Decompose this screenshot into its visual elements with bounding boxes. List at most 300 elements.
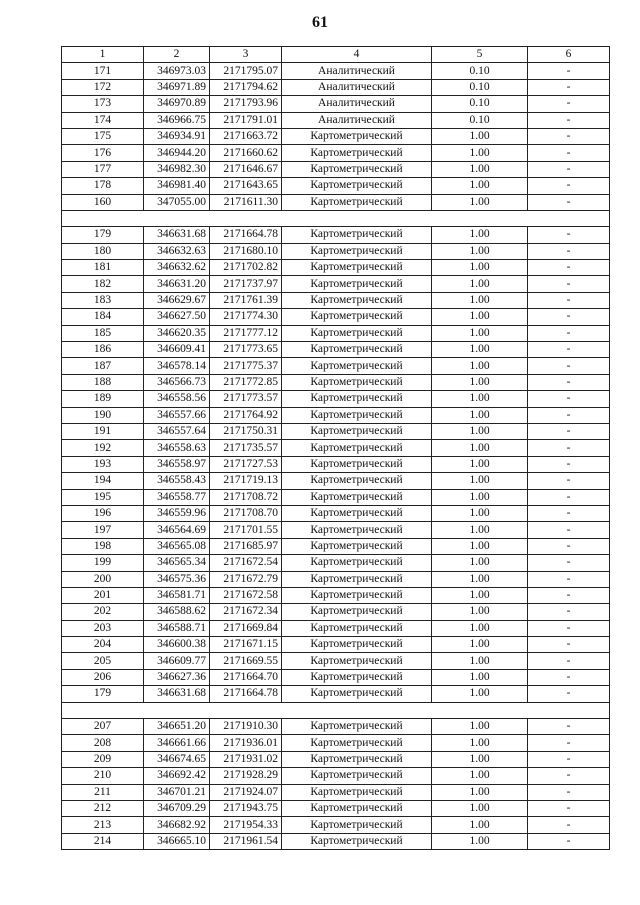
point-number-cell: 211 bbox=[62, 784, 144, 800]
method-cell: Картометрический bbox=[282, 555, 432, 571]
point-number-cell: 177 bbox=[62, 161, 144, 177]
description-cell: - bbox=[528, 489, 610, 505]
table-row bbox=[62, 96, 610, 112]
table-body bbox=[62, 63, 610, 850]
table-row bbox=[62, 309, 610, 325]
x-coordinate-cell: 346558.43 bbox=[144, 473, 210, 489]
table-row bbox=[62, 194, 610, 210]
method-cell: Картометрический bbox=[282, 243, 432, 259]
x-coordinate-cell: 346632.63 bbox=[144, 243, 210, 259]
point-number-cell: 191 bbox=[62, 423, 144, 439]
separator-row bbox=[62, 210, 610, 226]
table-row bbox=[62, 325, 610, 341]
point-number-cell: 194 bbox=[62, 473, 144, 489]
column-header-6: 6 bbox=[528, 47, 610, 63]
x-coordinate-cell: 346631.68 bbox=[144, 686, 210, 702]
method-cell: Картометрический bbox=[282, 817, 432, 833]
y-coordinate-cell: 2171961.54 bbox=[210, 833, 282, 849]
x-coordinate-cell: 346631.68 bbox=[144, 227, 210, 243]
table-row bbox=[62, 161, 610, 177]
x-coordinate-cell: 346632.62 bbox=[144, 260, 210, 276]
table-row bbox=[62, 604, 610, 620]
description-cell: - bbox=[528, 358, 610, 374]
method-cell: Картометрический bbox=[282, 768, 432, 784]
x-coordinate-cell: 346651.20 bbox=[144, 719, 210, 735]
method-cell: Картометрический bbox=[282, 800, 432, 816]
point-number-cell: 190 bbox=[62, 407, 144, 423]
y-coordinate-cell: 2171735.57 bbox=[210, 440, 282, 456]
table-row bbox=[62, 112, 610, 128]
y-coordinate-cell: 2171672.58 bbox=[210, 587, 282, 603]
y-coordinate-cell: 2171928.29 bbox=[210, 768, 282, 784]
x-coordinate-cell: 346665.10 bbox=[144, 833, 210, 849]
accuracy-cell: 1.00 bbox=[432, 686, 528, 702]
table-header-row bbox=[62, 47, 610, 63]
accuracy-cell: 1.00 bbox=[432, 784, 528, 800]
table-row bbox=[62, 128, 610, 144]
y-coordinate-cell: 2171663.72 bbox=[210, 128, 282, 144]
y-coordinate-cell: 2171793.96 bbox=[210, 96, 282, 112]
accuracy-cell: 1.00 bbox=[432, 292, 528, 308]
method-cell: Картометрический bbox=[282, 735, 432, 751]
point-number-cell: 201 bbox=[62, 587, 144, 603]
y-coordinate-cell: 2171664.78 bbox=[210, 686, 282, 702]
accuracy-cell: 1.00 bbox=[432, 620, 528, 636]
point-number-cell: 192 bbox=[62, 440, 144, 456]
table-row bbox=[62, 63, 610, 79]
accuracy-cell: 1.00 bbox=[432, 555, 528, 571]
y-coordinate-cell: 2171910.30 bbox=[210, 719, 282, 735]
table-row bbox=[62, 751, 610, 767]
description-cell: - bbox=[528, 817, 610, 833]
method-cell: Картометрический bbox=[282, 178, 432, 194]
point-number-cell: 199 bbox=[62, 555, 144, 571]
y-coordinate-cell: 2171775.37 bbox=[210, 358, 282, 374]
description-cell: - bbox=[528, 522, 610, 538]
accuracy-cell: 1.00 bbox=[432, 391, 528, 407]
method-cell: Картометрический bbox=[282, 423, 432, 439]
point-number-cell: 196 bbox=[62, 505, 144, 521]
x-coordinate-cell: 346971.89 bbox=[144, 79, 210, 95]
point-number-cell: 181 bbox=[62, 260, 144, 276]
method-cell: Картометрический bbox=[282, 751, 432, 767]
point-number-cell: 171 bbox=[62, 63, 144, 79]
table-row bbox=[62, 489, 610, 505]
method-cell: Картометрический bbox=[282, 719, 432, 735]
accuracy-cell: 1.00 bbox=[432, 374, 528, 390]
x-coordinate-cell: 346558.56 bbox=[144, 391, 210, 407]
x-coordinate-cell: 346558.97 bbox=[144, 456, 210, 472]
accuracy-cell: 1.00 bbox=[432, 309, 528, 325]
y-coordinate-cell: 2171708.72 bbox=[210, 489, 282, 505]
x-coordinate-cell: 346588.62 bbox=[144, 604, 210, 620]
method-cell: Картометрический bbox=[282, 276, 432, 292]
method-cell: Картометрический bbox=[282, 571, 432, 587]
table-row bbox=[62, 292, 610, 308]
y-coordinate-cell: 2171795.07 bbox=[210, 63, 282, 79]
description-cell: - bbox=[528, 833, 610, 849]
method-cell: Картометрический bbox=[282, 653, 432, 669]
x-coordinate-cell: 346557.64 bbox=[144, 423, 210, 439]
x-coordinate-cell: 346609.77 bbox=[144, 653, 210, 669]
method-cell: Картометрический bbox=[282, 391, 432, 407]
point-number-cell: 178 bbox=[62, 178, 144, 194]
method-cell: Картометрический bbox=[282, 194, 432, 210]
accuracy-cell: 1.00 bbox=[432, 243, 528, 259]
y-coordinate-cell: 2171702.82 bbox=[210, 260, 282, 276]
method-cell: Картометрический bbox=[282, 309, 432, 325]
table-row bbox=[62, 178, 610, 194]
accuracy-cell: 1.00 bbox=[432, 407, 528, 423]
table-row bbox=[62, 768, 610, 784]
method-cell: Картометрический bbox=[282, 473, 432, 489]
point-number-cell: 193 bbox=[62, 456, 144, 472]
x-coordinate-cell: 346682.92 bbox=[144, 817, 210, 833]
table-row bbox=[62, 587, 610, 603]
separator-cell bbox=[62, 702, 610, 718]
point-number-cell: 173 bbox=[62, 96, 144, 112]
point-number-cell: 214 bbox=[62, 833, 144, 849]
description-cell: - bbox=[528, 145, 610, 161]
description-cell: - bbox=[528, 342, 610, 358]
x-coordinate-cell: 346600.38 bbox=[144, 637, 210, 653]
table-row bbox=[62, 243, 610, 259]
accuracy-cell: 1.00 bbox=[432, 669, 528, 685]
point-number-cell: 208 bbox=[62, 735, 144, 751]
point-number-cell: 200 bbox=[62, 571, 144, 587]
y-coordinate-cell: 2171764.92 bbox=[210, 407, 282, 423]
accuracy-cell: 0.10 bbox=[432, 63, 528, 79]
method-cell: Картометрический bbox=[282, 407, 432, 423]
column-header-1: 1 bbox=[62, 47, 144, 63]
accuracy-cell: 1.00 bbox=[432, 178, 528, 194]
description-cell: - bbox=[528, 276, 610, 292]
table-row bbox=[62, 407, 610, 423]
y-coordinate-cell: 2171664.70 bbox=[210, 669, 282, 685]
method-cell: Картометрический bbox=[282, 489, 432, 505]
y-coordinate-cell: 2171701.55 bbox=[210, 522, 282, 538]
description-cell: - bbox=[528, 456, 610, 472]
accuracy-cell: 1.00 bbox=[432, 522, 528, 538]
x-coordinate-cell: 346566.73 bbox=[144, 374, 210, 390]
description-cell: - bbox=[528, 784, 610, 800]
accuracy-cell: 1.00 bbox=[432, 604, 528, 620]
point-number-cell: 205 bbox=[62, 653, 144, 669]
x-coordinate-cell: 346966.75 bbox=[144, 112, 210, 128]
x-coordinate-cell: 346564.69 bbox=[144, 522, 210, 538]
x-coordinate-cell: 346701.21 bbox=[144, 784, 210, 800]
point-number-cell: 203 bbox=[62, 620, 144, 636]
description-cell: - bbox=[528, 571, 610, 587]
y-coordinate-cell: 2171643.65 bbox=[210, 178, 282, 194]
method-cell: Картометрический bbox=[282, 784, 432, 800]
point-number-cell: 197 bbox=[62, 522, 144, 538]
x-coordinate-cell: 346973.03 bbox=[144, 63, 210, 79]
accuracy-cell: 0.10 bbox=[432, 96, 528, 112]
point-number-cell: 213 bbox=[62, 817, 144, 833]
accuracy-cell: 0.10 bbox=[432, 112, 528, 128]
method-cell: Картометрический bbox=[282, 358, 432, 374]
point-number-cell: 187 bbox=[62, 358, 144, 374]
accuracy-cell: 1.00 bbox=[432, 571, 528, 587]
method-cell: Аналитический bbox=[282, 63, 432, 79]
x-coordinate-cell: 347055.00 bbox=[144, 194, 210, 210]
description-cell: - bbox=[528, 800, 610, 816]
y-coordinate-cell: 2171669.84 bbox=[210, 620, 282, 636]
method-cell: Картометрический bbox=[282, 587, 432, 603]
table-row bbox=[62, 440, 610, 456]
method-cell: Картометрический bbox=[282, 260, 432, 276]
method-cell: Картометрический bbox=[282, 161, 432, 177]
accuracy-cell: 1.00 bbox=[432, 227, 528, 243]
x-coordinate-cell: 346558.77 bbox=[144, 489, 210, 505]
y-coordinate-cell: 2171611.30 bbox=[210, 194, 282, 210]
method-cell: Картометрический bbox=[282, 669, 432, 685]
description-cell: - bbox=[528, 604, 610, 620]
y-coordinate-cell: 2171680.10 bbox=[210, 243, 282, 259]
description-cell: - bbox=[528, 292, 610, 308]
description-cell: - bbox=[528, 161, 610, 177]
point-number-cell: 207 bbox=[62, 719, 144, 735]
x-coordinate-cell: 346565.08 bbox=[144, 538, 210, 554]
description-cell: - bbox=[528, 243, 610, 259]
y-coordinate-cell: 2171774.30 bbox=[210, 309, 282, 325]
x-coordinate-cell: 346609.41 bbox=[144, 342, 210, 358]
method-cell: Аналитический bbox=[282, 79, 432, 95]
method-cell: Картометрический bbox=[282, 620, 432, 636]
method-cell: Картометрический bbox=[282, 686, 432, 702]
point-number-cell: 195 bbox=[62, 489, 144, 505]
column-header-4: 4 bbox=[282, 47, 432, 63]
method-cell: Картометрический bbox=[282, 505, 432, 521]
description-cell: - bbox=[528, 686, 610, 702]
y-coordinate-cell: 2171772.85 bbox=[210, 374, 282, 390]
x-coordinate-cell: 346565.34 bbox=[144, 555, 210, 571]
accuracy-cell: 1.00 bbox=[432, 423, 528, 439]
accuracy-cell: 1.00 bbox=[432, 817, 528, 833]
method-cell: Картометрический bbox=[282, 128, 432, 144]
table-row bbox=[62, 719, 610, 735]
description-cell: - bbox=[528, 768, 610, 784]
x-coordinate-cell: 346559.96 bbox=[144, 505, 210, 521]
description-cell: - bbox=[528, 63, 610, 79]
y-coordinate-cell: 2171646.67 bbox=[210, 161, 282, 177]
column-header-5: 5 bbox=[432, 47, 528, 63]
x-coordinate-cell: 346581.71 bbox=[144, 587, 210, 603]
accuracy-cell: 0.10 bbox=[432, 79, 528, 95]
method-cell: Картометрический bbox=[282, 292, 432, 308]
x-coordinate-cell: 346575.36 bbox=[144, 571, 210, 587]
x-coordinate-cell: 346558.63 bbox=[144, 440, 210, 456]
accuracy-cell: 1.00 bbox=[432, 768, 528, 784]
description-cell: - bbox=[528, 719, 610, 735]
point-number-cell: 212 bbox=[62, 800, 144, 816]
method-cell: Картометрический bbox=[282, 145, 432, 161]
table-row bbox=[62, 669, 610, 685]
point-number-cell: 189 bbox=[62, 391, 144, 407]
point-number-cell: 188 bbox=[62, 374, 144, 390]
description-cell: - bbox=[528, 374, 610, 390]
method-cell: Картометрический bbox=[282, 604, 432, 620]
method-cell: Картометрический bbox=[282, 325, 432, 341]
point-number-cell: 185 bbox=[62, 325, 144, 341]
accuracy-cell: 1.00 bbox=[432, 145, 528, 161]
point-number-cell: 186 bbox=[62, 342, 144, 358]
accuracy-cell: 1.00 bbox=[432, 833, 528, 849]
description-cell: - bbox=[528, 653, 610, 669]
description-cell: - bbox=[528, 440, 610, 456]
description-cell: - bbox=[528, 96, 610, 112]
y-coordinate-cell: 2171672.34 bbox=[210, 604, 282, 620]
x-coordinate-cell: 346692.42 bbox=[144, 768, 210, 784]
accuracy-cell: 1.00 bbox=[432, 358, 528, 374]
x-coordinate-cell: 346661.66 bbox=[144, 735, 210, 751]
x-coordinate-cell: 346627.50 bbox=[144, 309, 210, 325]
accuracy-cell: 1.00 bbox=[432, 473, 528, 489]
table-row bbox=[62, 817, 610, 833]
y-coordinate-cell: 2171777.12 bbox=[210, 325, 282, 341]
table-row bbox=[62, 522, 610, 538]
point-number-cell: 160 bbox=[62, 194, 144, 210]
page-number: 61 bbox=[312, 14, 328, 31]
y-coordinate-cell: 2171708.70 bbox=[210, 505, 282, 521]
table-row bbox=[62, 833, 610, 849]
description-cell: - bbox=[528, 227, 610, 243]
accuracy-cell: 1.00 bbox=[432, 128, 528, 144]
accuracy-cell: 1.00 bbox=[432, 751, 528, 767]
x-coordinate-cell: 346709.29 bbox=[144, 800, 210, 816]
accuracy-cell: 1.00 bbox=[432, 440, 528, 456]
x-coordinate-cell: 346620.35 bbox=[144, 325, 210, 341]
x-coordinate-cell: 346934.91 bbox=[144, 128, 210, 144]
description-cell: - bbox=[528, 407, 610, 423]
description-cell: - bbox=[528, 620, 610, 636]
description-cell: - bbox=[528, 555, 610, 571]
description-cell: - bbox=[528, 423, 610, 439]
table-row bbox=[62, 784, 610, 800]
accuracy-cell: 1.00 bbox=[432, 653, 528, 669]
separator-row bbox=[62, 702, 610, 718]
table-row bbox=[62, 374, 610, 390]
y-coordinate-cell: 2171954.33 bbox=[210, 817, 282, 833]
table-row bbox=[62, 637, 610, 653]
point-number-cell: 202 bbox=[62, 604, 144, 620]
description-cell: - bbox=[528, 260, 610, 276]
description-cell: - bbox=[528, 538, 610, 554]
y-coordinate-cell: 2171931.02 bbox=[210, 751, 282, 767]
y-coordinate-cell: 2171773.57 bbox=[210, 391, 282, 407]
point-number-cell: 209 bbox=[62, 751, 144, 767]
table-row bbox=[62, 145, 610, 161]
description-cell: - bbox=[528, 112, 610, 128]
description-cell: - bbox=[528, 178, 610, 194]
method-cell: Аналитический bbox=[282, 112, 432, 128]
table-row bbox=[62, 620, 610, 636]
y-coordinate-cell: 2171750.31 bbox=[210, 423, 282, 439]
point-number-cell: 182 bbox=[62, 276, 144, 292]
coordinates-table bbox=[61, 46, 610, 850]
description-cell: - bbox=[528, 505, 610, 521]
table-row bbox=[62, 423, 610, 439]
table-row bbox=[62, 260, 610, 276]
x-coordinate-cell: 346970.89 bbox=[144, 96, 210, 112]
table-row bbox=[62, 686, 610, 702]
point-number-cell: 174 bbox=[62, 112, 144, 128]
y-coordinate-cell: 2171719.13 bbox=[210, 473, 282, 489]
y-coordinate-cell: 2171672.54 bbox=[210, 555, 282, 571]
method-cell: Картометрический bbox=[282, 522, 432, 538]
description-cell: - bbox=[528, 473, 610, 489]
description-cell: - bbox=[528, 669, 610, 685]
point-number-cell: 210 bbox=[62, 768, 144, 784]
point-number-cell: 175 bbox=[62, 128, 144, 144]
accuracy-cell: 1.00 bbox=[432, 587, 528, 603]
table-row bbox=[62, 571, 610, 587]
y-coordinate-cell: 2171660.62 bbox=[210, 145, 282, 161]
table-row bbox=[62, 358, 610, 374]
y-coordinate-cell: 2171924.07 bbox=[210, 784, 282, 800]
y-coordinate-cell: 2171727.53 bbox=[210, 456, 282, 472]
description-cell: - bbox=[528, 128, 610, 144]
y-coordinate-cell: 2171672.79 bbox=[210, 571, 282, 587]
separator-cell bbox=[62, 210, 610, 226]
accuracy-cell: 1.00 bbox=[432, 735, 528, 751]
description-cell: - bbox=[528, 325, 610, 341]
column-header-2: 2 bbox=[144, 47, 210, 63]
x-coordinate-cell: 346981.40 bbox=[144, 178, 210, 194]
column-header-3: 3 bbox=[210, 47, 282, 63]
point-number-cell: 183 bbox=[62, 292, 144, 308]
table-row bbox=[62, 456, 610, 472]
x-coordinate-cell: 346627.36 bbox=[144, 669, 210, 685]
y-coordinate-cell: 2171761.39 bbox=[210, 292, 282, 308]
table-row bbox=[62, 391, 610, 407]
point-number-cell: 204 bbox=[62, 637, 144, 653]
accuracy-cell: 1.00 bbox=[432, 276, 528, 292]
method-cell: Картометрический bbox=[282, 538, 432, 554]
table-row bbox=[62, 342, 610, 358]
x-coordinate-cell: 346557.66 bbox=[144, 407, 210, 423]
y-coordinate-cell: 2171794.62 bbox=[210, 79, 282, 95]
method-cell: Картометрический bbox=[282, 833, 432, 849]
table-row bbox=[62, 505, 610, 521]
point-number-cell: 180 bbox=[62, 243, 144, 259]
method-cell: Картометрический bbox=[282, 456, 432, 472]
method-cell: Картометрический bbox=[282, 637, 432, 653]
accuracy-cell: 1.00 bbox=[432, 800, 528, 816]
y-coordinate-cell: 2171669.55 bbox=[210, 653, 282, 669]
description-cell: - bbox=[528, 587, 610, 603]
description-cell: - bbox=[528, 79, 610, 95]
accuracy-cell: 1.00 bbox=[432, 489, 528, 505]
accuracy-cell: 1.00 bbox=[432, 719, 528, 735]
method-cell: Аналитический bbox=[282, 96, 432, 112]
point-number-cell: 176 bbox=[62, 145, 144, 161]
x-coordinate-cell: 346674.65 bbox=[144, 751, 210, 767]
point-number-cell: 179 bbox=[62, 686, 144, 702]
point-number-cell: 179 bbox=[62, 227, 144, 243]
y-coordinate-cell: 2171791.01 bbox=[210, 112, 282, 128]
x-coordinate-cell: 346982.30 bbox=[144, 161, 210, 177]
description-cell: - bbox=[528, 194, 610, 210]
point-number-cell: 198 bbox=[62, 538, 144, 554]
accuracy-cell: 1.00 bbox=[432, 194, 528, 210]
description-cell: - bbox=[528, 637, 610, 653]
y-coordinate-cell: 2171773.65 bbox=[210, 342, 282, 358]
accuracy-cell: 1.00 bbox=[432, 325, 528, 341]
accuracy-cell: 1.00 bbox=[432, 538, 528, 554]
accuracy-cell: 1.00 bbox=[432, 637, 528, 653]
